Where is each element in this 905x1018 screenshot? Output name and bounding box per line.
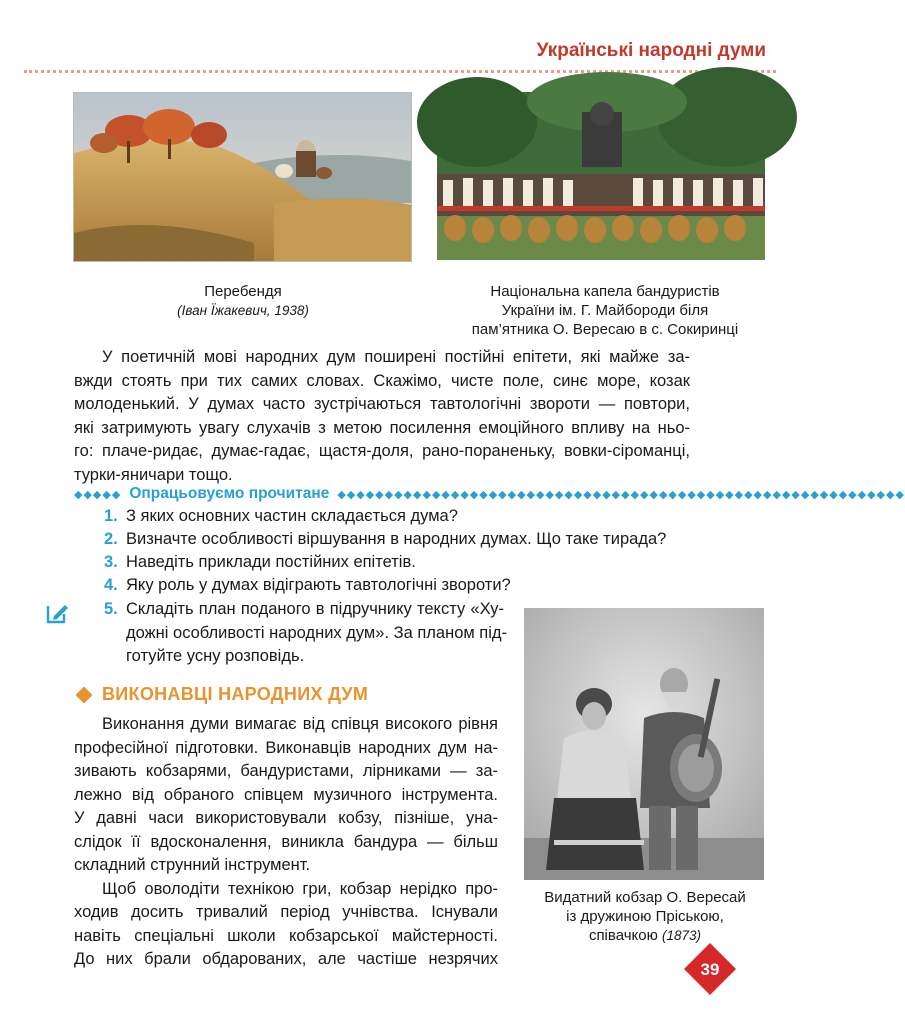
performers-heading bbox=[72, 684, 368, 705]
question-text: З яких основних частин складається дума? bbox=[126, 507, 458, 525]
performers-line: ходив досить тривалий період учнівства. Існували bbox=[74, 903, 498, 921]
question-5-line: готуйте усну розповідь. bbox=[126, 647, 305, 665]
intro-paragraph bbox=[74, 346, 690, 487]
painting-caption-title: Перебендя bbox=[204, 283, 282, 300]
painting-perebendia-image bbox=[73, 92, 412, 262]
question-item bbox=[104, 551, 416, 575]
intro-line: вжди стоять при тих самих словах. Скажімо, чисте поле, синє море, козак bbox=[74, 371, 690, 390]
question-item bbox=[104, 574, 511, 598]
performers-line: професійної підготовки. Виконавців народних дум на- bbox=[74, 738, 498, 757]
chapel-caption-line-3: пам’ятника О. Вересаю в с. Сокиринці bbox=[471, 321, 739, 338]
performers-line: Щоб оволодіти технікою гри, кобзар нерідко про- bbox=[102, 879, 498, 898]
chapel-caption-line-2: України ім. Г. Майбороди біля bbox=[501, 302, 709, 319]
question-text: Визначте особливості віршування в народних думах. Що таке тирада? bbox=[126, 530, 667, 548]
question-number: 5. bbox=[104, 600, 118, 618]
header-dotted-rule bbox=[24, 70, 776, 73]
kobzar-caption-year: (1873) bbox=[662, 928, 702, 943]
kobzar-veresai-photo bbox=[524, 608, 764, 880]
intro-line: турки-яничари тощо. bbox=[74, 465, 233, 484]
question-number: 1. bbox=[104, 507, 118, 525]
question-text: Яку роль у думах відіграють тавтологічні звороти? bbox=[126, 576, 511, 594]
intro-line: які затримують увагу слухачів з метою посилення емоційного впливу на ньо- bbox=[74, 418, 690, 437]
question-item bbox=[104, 598, 508, 669]
performers-line: До них брали обдарованих, але частіше незрячих bbox=[74, 950, 498, 968]
question-5-line: Складіть план поданого в підручнику тексту «Ху- bbox=[126, 600, 504, 618]
intro-line: молоденький. У думах часто зустрічаються тавтологічні звороти — повтори, bbox=[74, 395, 690, 413]
question-text: Наведіть приклади постійних епітетів. bbox=[126, 553, 416, 571]
performers-line: зивають кобзарями, бандуристами, лірниками — за- bbox=[74, 762, 498, 780]
running-header-title: Українські народні думи bbox=[536, 40, 766, 61]
question-number: 3. bbox=[104, 553, 118, 571]
kobzar-caption-line-2: із дружиною Пріською, bbox=[566, 908, 724, 925]
performers-line: лежно від обраного співцем музичного інструмента. bbox=[74, 785, 498, 804]
question-number: 2. bbox=[104, 530, 118, 548]
page-number: 39 bbox=[700, 960, 720, 979]
diamond-bullet-icon bbox=[76, 686, 93, 703]
bandurists-chapel-photo bbox=[437, 92, 765, 260]
performers-line: складний струнний інструмент. bbox=[74, 856, 311, 874]
kobzar-caption-line-1: Видатний кобзар О. Вересай bbox=[544, 889, 746, 906]
question-number: 4. bbox=[104, 576, 118, 594]
painting-caption-author: (Іван Їжакевич, 1938) bbox=[177, 303, 309, 318]
painting-caption bbox=[138, 282, 348, 320]
chapel-caption-line-1: Національна капела бандуристів bbox=[490, 283, 720, 300]
performers-line: Виконання думи вимагає від співця високого рівня bbox=[102, 715, 498, 733]
intro-line: го: плаче-ридає, думає-гадає, щастя-доля, рано-пораненьку, вовки-сіроманці, bbox=[74, 442, 690, 460]
question-item bbox=[104, 528, 666, 552]
intro-line: У поетичній мові народних дум поширені постійні епітети, які майже за- bbox=[102, 348, 690, 366]
performers-line: У давні часи використовували кобзу, пізніше, уна- bbox=[74, 809, 498, 827]
performers-paragraph bbox=[74, 713, 498, 972]
kobzar-caption bbox=[520, 888, 770, 945]
question-item bbox=[104, 505, 458, 529]
performers-heading-text: ВИКОНАВЦІ НАРОДНИХ ДУМ bbox=[102, 684, 369, 704]
questions-section-header bbox=[74, 484, 905, 504]
pen-edit-icon bbox=[44, 600, 70, 626]
dots-decoration: ◆◆◆◆◆ bbox=[74, 488, 122, 501]
chapel-caption bbox=[440, 282, 770, 339]
dots-decoration: ◆◆◆◆◆◆◆◆◆◆◆◆◆◆◆◆◆◆◆◆◆◆◆◆◆◆◆◆◆◆◆◆◆◆◆◆◆◆◆◆◆◆◆◆◆◆◆◆◆◆◆◆◆◆◆◆◆◆◆◆ bbox=[337, 488, 905, 501]
performers-line: слідок її вдосконалення, виникла бандура — більш bbox=[74, 832, 498, 851]
question-5-line: дожні особливості народних дум». За планом під- bbox=[126, 623, 508, 642]
kobzar-caption-line-3: співачкою bbox=[588, 927, 658, 944]
page-number-badge bbox=[683, 942, 737, 996]
performers-line: навіть спеціальні школи кобзарської майстерності. bbox=[74, 926, 498, 945]
questions-section-title: Опрацьовуємо прочитане bbox=[129, 485, 330, 502]
